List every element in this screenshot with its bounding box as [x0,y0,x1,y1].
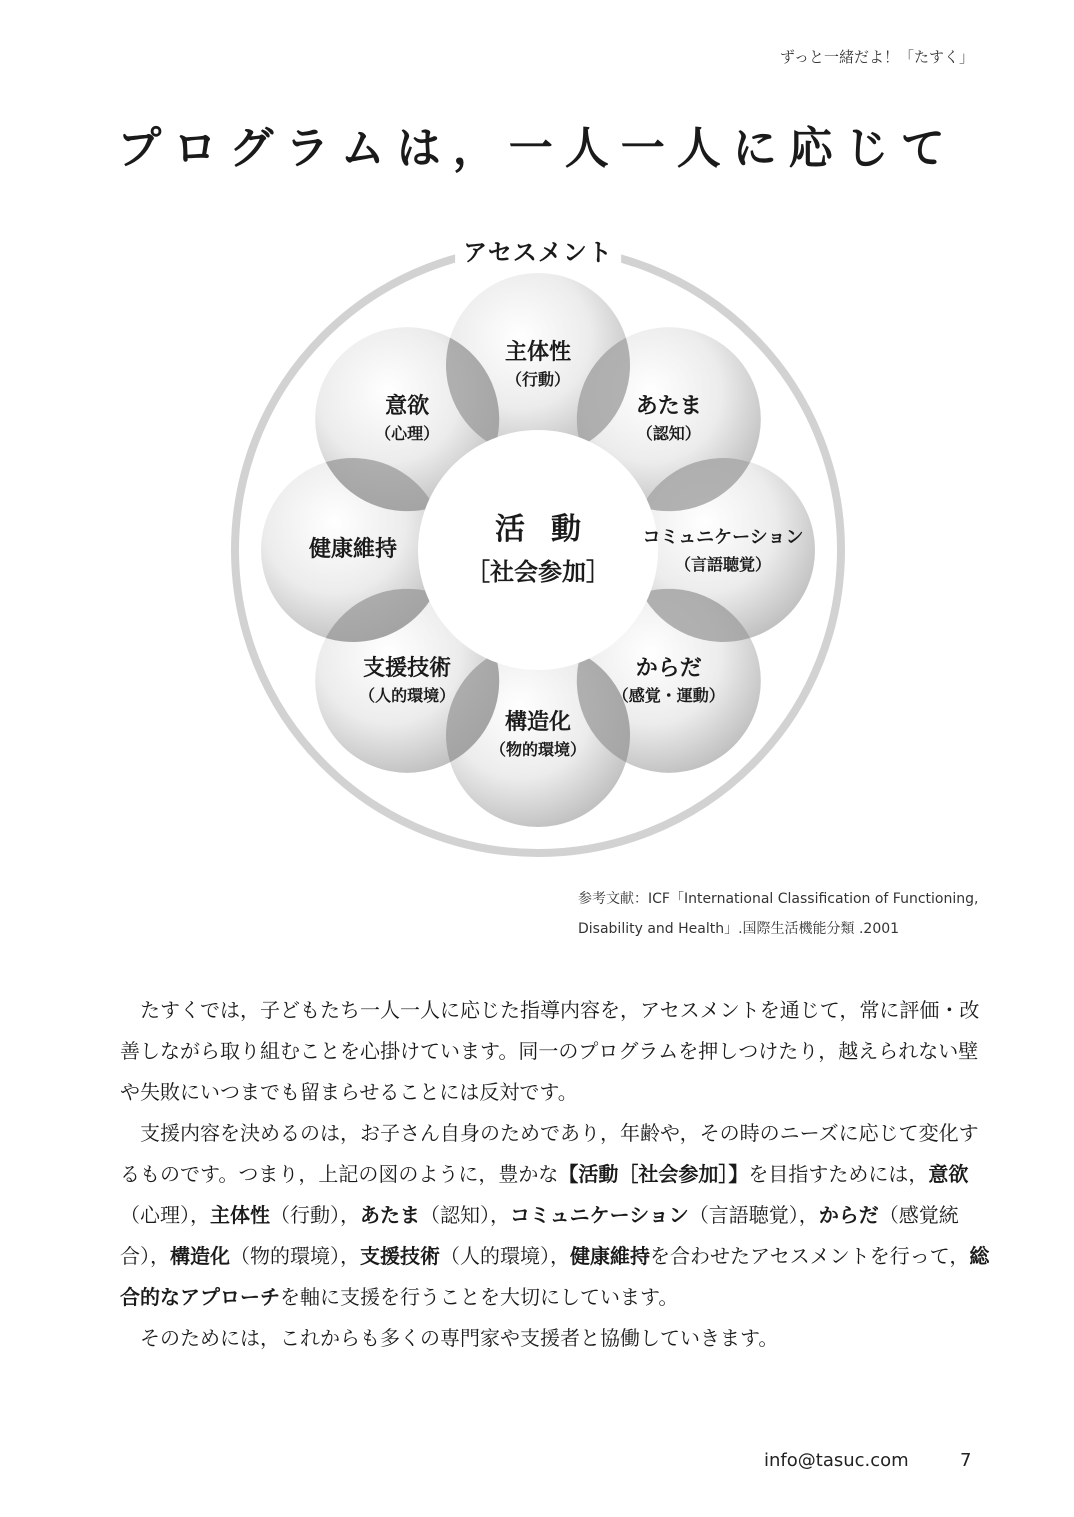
petal-name: 構造化 [504,710,571,735]
petal-initiative [438,338,638,392]
petal-name: からだ [635,655,702,681]
center-activity [438,508,638,592]
body-bold-term: 主体性 [210,1203,270,1227]
petal-cognition [569,392,769,446]
body-paragraph [120,1113,990,1318]
petal-sub: （感覚・運動） [612,685,725,705]
petal-motivation [307,392,507,446]
body-paragraph: そのためには，これからも多くの専門家や支援者と協働していきます。 [140,1326,779,1350]
body-bold-term: からだ [818,1203,879,1227]
petal-sub: （行動） [505,370,570,389]
petal-name: 意欲 [385,394,430,420]
petal-name: 健康維持 [308,537,397,562]
body-bold-term: 【活動［社会参加］】 [558,1162,749,1186]
body-bold-term: 健康維持 [570,1244,650,1268]
body-run: （人的環境）， [440,1244,570,1268]
center-sub: ［社会参加］ [466,557,610,586]
center-main: 活動 [495,512,607,547]
petal-sub: （認知） [636,424,701,444]
body-run: （感覚統合）， [120,1203,959,1268]
body-run: を合わせたアセスメントを行って， [650,1244,970,1268]
assessment-diagram [218,230,858,870]
body-run: 支援内容を決めるのは，お子さん自身のためであり，年齢や，その時のニーズに応じて変化するものです。つまり，上記の図のように，豊かな [120,1121,979,1186]
petal-sub: （言語聴覚） [674,555,771,574]
body-bold-term: あたま [360,1203,420,1227]
body-bold-term: 総合的なアプローチ [120,1244,990,1309]
reference-line: 参考文献：ICF「International Classification of Functioning, [578,891,979,907]
petal-communication [623,523,823,577]
petal-name: 支援技術 [363,655,452,681]
page-number: 7 [960,1450,972,1471]
body-bold-term: コミュニケーション [510,1203,689,1227]
body-bold-term: 意欲 [928,1162,969,1186]
page-title: プログラムは，一人一人に応じて [117,123,957,174]
petal-name: あたま [635,394,702,420]
petal-sub: （人的環境） [359,685,456,705]
reference-line: Disability and Health」.国際生活機能分類 .2001 [578,921,900,937]
ring-label-assessment: アセスメント [455,233,621,268]
body-text [120,990,990,1359]
petal-name: 主体性 [504,340,571,365]
body-run: （心理）， [120,1203,210,1227]
body-run: （物的環境）， [230,1244,360,1268]
running-header: ずっと一緒だよ！「たすく」 [779,48,974,66]
body-paragraph: たすくでは，子どもたち一人一人に応じた指導内容を，アセスメントを通じて，常に評価・改善しながら取り組むことを心掛けています。同一のプログラムを押しつけたり，越えられない壁や失敗にいつまでも留まらせることには反対です。 [120,998,980,1104]
petal-support-technique [307,654,507,708]
body-run: を軸に支援を行うことを大切にしています。 [280,1285,679,1309]
footer-email-link[interactable]: info@tasuc.com [764,1450,909,1471]
body-run: を目指すためには， [748,1162,929,1186]
body-run: （認知）， [420,1203,510,1227]
body-run: （言語聴覚）， [688,1203,819,1227]
petal-sub: （心理） [375,424,440,444]
petal-body [569,654,769,708]
petal-name: コミュニケーション [642,527,804,548]
body-run: （行動）， [270,1203,360,1227]
body-bold-term: 支援技術 [360,1244,440,1268]
body-bold-term: 構造化 [170,1244,230,1268]
petal-health [253,535,453,565]
petal-structure [438,708,638,762]
reference-note [578,884,978,944]
petal-sub: （物的環境） [489,740,586,759]
